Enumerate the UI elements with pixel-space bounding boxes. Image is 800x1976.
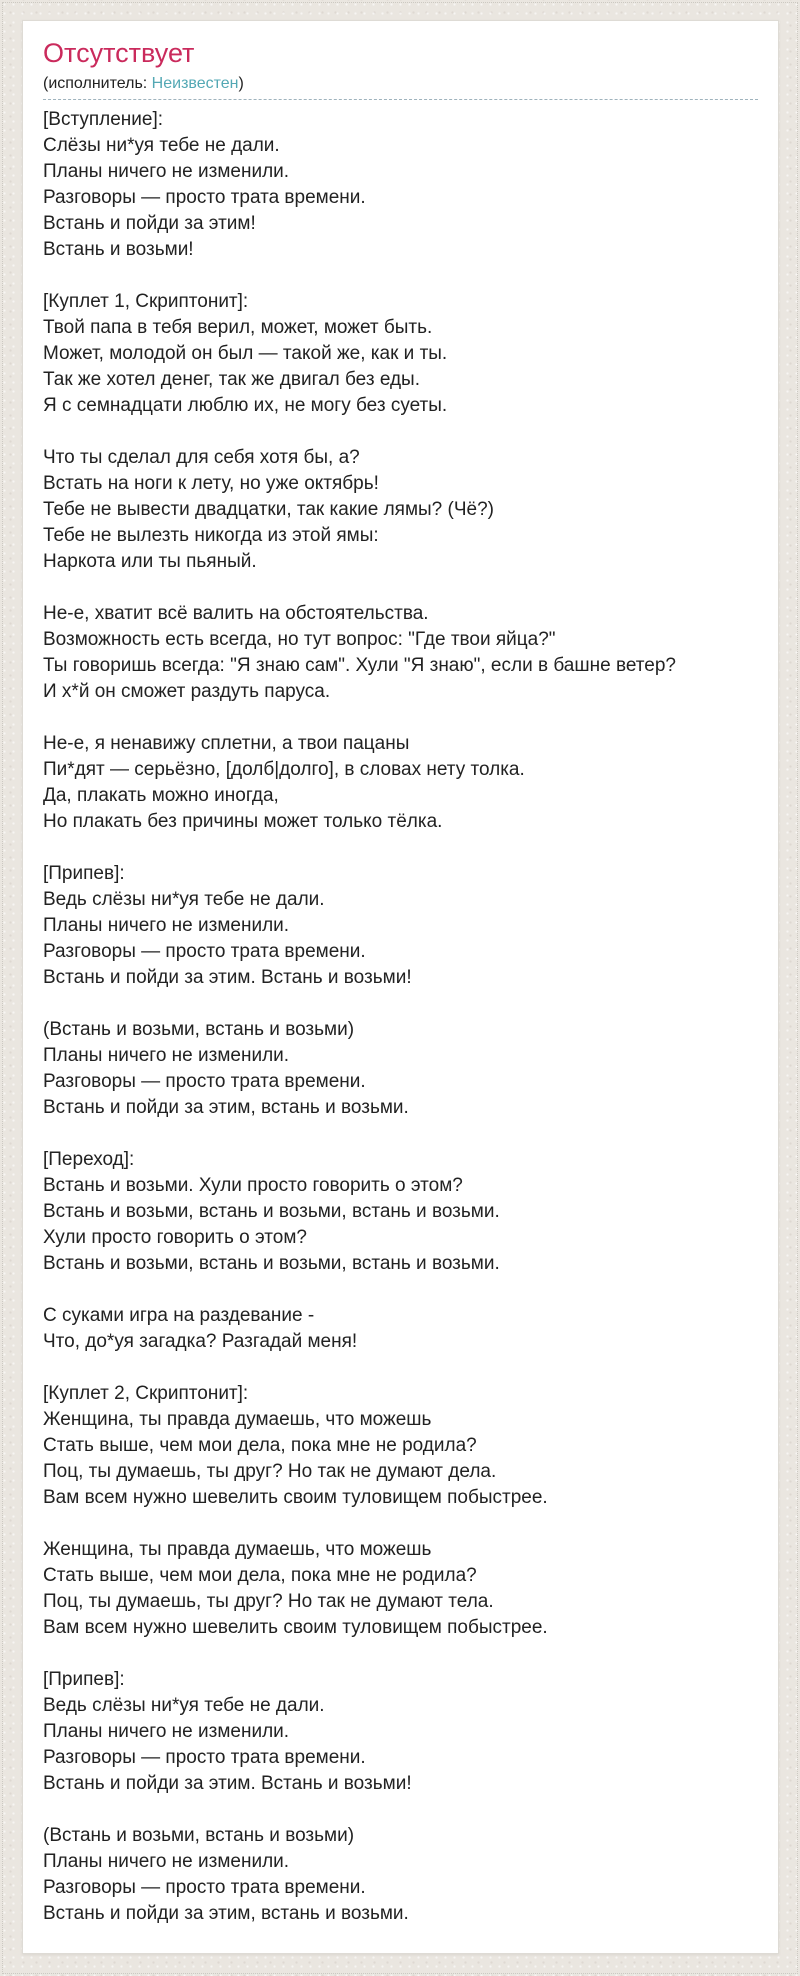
lyric-line: Разговоры — просто трата времени. <box>43 187 366 208</box>
lyric-line: Разговоры — просто трата времени. <box>43 1071 366 1092</box>
lyric-line: Вам всем нужно шевелить своим туловищем побыстрее. <box>43 1617 548 1638</box>
lyric-line: Встань и пойди за этим, встань и возьми. <box>43 1903 409 1924</box>
lyric-line: Пи*дят — серьёзно, [долб|долго], в словах нету толка. <box>43 759 525 780</box>
lyric-line: Поц, ты думаешь, ты друг? Но так не думают дела. <box>43 1461 497 1482</box>
lyrics-text <box>43 107 758 1927</box>
artist-label: (исполнитель: <box>43 75 152 92</box>
lyric-line: Планы ничего не изменили. <box>43 1721 290 1742</box>
lyric-line: [Переход]: <box>43 1149 135 1170</box>
artist-link[interactable]: Неизвестен <box>151 75 239 92</box>
lyric-line: Стать выше, чем мои дела, пока мне не родила? <box>43 1435 477 1456</box>
lyrics-stanza <box>43 1147 758 1277</box>
lyric-line: Так же хотел денег, так же двигал без еды. <box>43 369 420 390</box>
lyric-line: Встань и пойди за этим! <box>43 213 256 234</box>
lyric-line: Не-е, я ненавижу сплетни, а твои пацаны <box>43 733 410 754</box>
lyrics-stanza <box>43 1381 758 1511</box>
lyric-line: Вам всем нужно шевелить своим туловищем побыстрее. <box>43 1487 548 1508</box>
lyric-line: Планы ничего не изменили. <box>43 1045 290 1066</box>
lyric-line: [Припев]: <box>43 1669 125 1690</box>
lyric-line: Встань и пойди за этим, встань и возьми. <box>43 1097 409 1118</box>
lyric-line: Женщина, ты правда думаешь, что можешь <box>43 1409 432 1430</box>
lyric-line: Хули просто говорить о этом? <box>43 1227 307 1248</box>
lyrics-stanza <box>43 861 758 991</box>
lyric-line: Встань и пойди за этим. Встань и возьми! <box>43 1773 412 1794</box>
lyric-line: Я с семнадцати люблю их, не могу без суеты. <box>43 395 448 416</box>
lyric-line: Разговоры — просто трата времени. <box>43 941 366 962</box>
lyric-line: [Припев]: <box>43 863 125 884</box>
lyric-line: Тебе не вывести двадцатки, так какие лямы? (Чё?) <box>43 499 494 520</box>
artist-label-close: ) <box>238 75 244 92</box>
lyrics-card <box>22 20 779 1954</box>
lyrics-stanza <box>43 1823 758 1927</box>
lyrics-stanza <box>43 107 758 263</box>
lyric-line: Встань и возьми, встань и возьми, встань и возьми. <box>43 1201 500 1222</box>
lyrics-stanza <box>43 1017 758 1121</box>
lyric-line: Что, до*уя загадка? Разгадай меня! <box>43 1331 358 1352</box>
lyric-line: (Встань и возьми, встань и возьми) <box>43 1825 355 1846</box>
lyric-line: Встань и возьми, встань и возьми, встань и возьми. <box>43 1253 500 1274</box>
lyric-line: Тебе не вылезть никогда из этой ямы: <box>43 525 379 546</box>
lyric-line: (Встань и возьми, встань и возьми) <box>43 1019 355 1040</box>
lyrics-stanza <box>43 601 758 705</box>
artist-line <box>43 74 758 93</box>
lyric-line: Ведь слёзы ни*уя тебе не дали. <box>43 1695 325 1716</box>
lyric-line: Встань и пойди за этим. Встань и возьми! <box>43 967 412 988</box>
lyric-line: Но плакать без причины может только тёлка. <box>43 811 443 832</box>
lyric-line: Твой папа в тебя верил, может, может быть. <box>43 317 433 338</box>
lyrics-stanza <box>43 731 758 835</box>
lyric-line: Женщина, ты правда думаешь, что можешь <box>43 1539 432 1560</box>
lyrics-stanza <box>43 1667 758 1797</box>
lyric-line: Разговоры — просто трата времени. <box>43 1747 366 1768</box>
lyric-line: Встать на ноги к лету, но уже октябрь! <box>43 473 379 494</box>
lyric-line: Слёзы ни*уя тебе не дали. <box>43 135 280 156</box>
lyric-line: [Куплет 2, Скриптонит]: <box>43 1383 249 1404</box>
lyrics-stanza <box>43 445 758 575</box>
lyrics-stanza <box>43 1537 758 1641</box>
lyric-line: Планы ничего не изменили. <box>43 1851 290 1872</box>
lyric-line: Разговоры — просто трата времени. <box>43 1877 366 1898</box>
lyric-line: С суками игра на раздевание - <box>43 1305 315 1326</box>
lyric-line: [Вступление]: <box>43 109 164 130</box>
lyric-line: Ведь слёзы ни*уя тебе не дали. <box>43 889 325 910</box>
lyric-line: Ты говоришь всегда: "Я знаю сам". Хули "Я знаю", если в башне ветер? <box>43 655 676 676</box>
lyrics-stanza <box>43 289 758 419</box>
lyric-line: Стать выше, чем мои дела, пока мне не родила? <box>43 1565 477 1586</box>
lyric-line: Поц, ты думаешь, ты друг? Но так не думают тела. <box>43 1591 494 1612</box>
lyric-line: Что ты сделал для себя хотя бы, а? <box>43 447 360 468</box>
lyric-line: [Куплет 1, Скриптонит]: <box>43 291 249 312</box>
lyrics-stanza <box>43 1303 758 1355</box>
lyric-line: И х*й он сможет раздуть паруса. <box>43 681 331 702</box>
lyric-line: Планы ничего не изменили. <box>43 161 290 182</box>
lyric-line: Планы ничего не изменили. <box>43 915 290 936</box>
lyric-line: Да, плакать можно иногда, <box>43 785 279 806</box>
lyric-line: Может, молодой он был — такой же, как и ты. <box>43 343 448 364</box>
lyric-line: Встань и возьми. Хули просто говорить о этом? <box>43 1175 463 1196</box>
lyric-line: Наркота или ты пьяный. <box>43 551 257 572</box>
song-title: Отсутствует <box>43 38 195 68</box>
header-separator <box>43 99 758 100</box>
lyric-line: Встань и возьми! <box>43 239 194 260</box>
lyric-line: Не-е, хватит всё валить на обстоятельства. <box>43 603 429 624</box>
lyric-line: Возможность есть всегда, но тут вопрос: "Где твои яйца?" <box>43 629 556 650</box>
